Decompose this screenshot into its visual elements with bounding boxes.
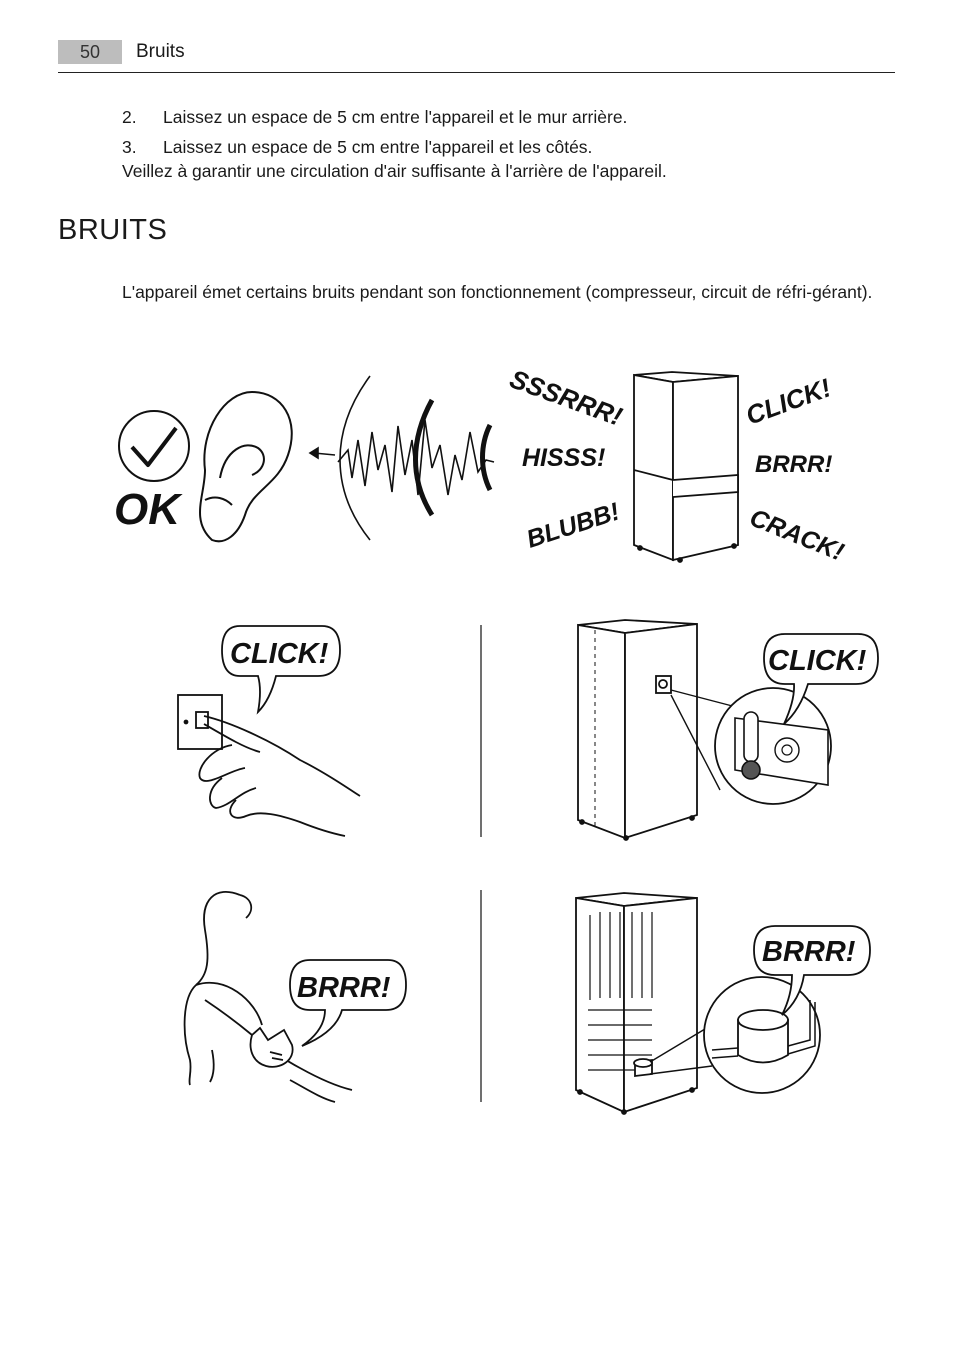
airflow-note: Veillez à garantir une circulation d'air suffisante à l'arrière de l'appareil.	[122, 161, 667, 181]
ear-icon	[200, 392, 292, 541]
hand-icon	[199, 716, 360, 836]
sound-label: BRRR!	[762, 936, 856, 968]
sound-label: CLICK!	[741, 372, 835, 431]
sound-label: BLUBB!	[523, 497, 623, 554]
sound-label: CRACK!	[745, 503, 848, 567]
sound-label: BRRR!	[755, 451, 833, 478]
header-title: Bruits	[136, 41, 185, 62]
compressor-icon	[704, 977, 820, 1093]
sound-wave-icon	[310, 376, 494, 540]
fridge-icon	[634, 372, 738, 562]
instruction-text: Laissez un espace de 5 cm entre l'appareil et le mur arrière.	[163, 107, 628, 127]
fridge-back-icon	[576, 893, 697, 1114]
sound-label: HISSS!	[522, 444, 606, 472]
page-number: 50	[58, 40, 122, 64]
ok-check-icon	[119, 411, 189, 481]
section-intro: L'appareil émet certains bruits pendant son fonctionnement (compresseur, circuit de réfri-gérant).	[122, 282, 873, 302]
sound-label: SSSRRR!	[505, 363, 627, 432]
sound-label: BRRR!	[297, 972, 391, 1004]
ok-label: OK	[114, 485, 180, 534]
thermostat-icon	[715, 688, 831, 804]
instruction-text: Laissez un espace de 5 cm entre l'appareil et les côtés.	[163, 137, 593, 157]
light-switch-icon	[178, 695, 222, 749]
fridge-icon	[578, 620, 697, 840]
sound-label: CLICK!	[230, 638, 329, 670]
sound-label: CLICK!	[768, 645, 867, 677]
section-title: BRUITS	[58, 214, 168, 246]
instruction-number: 3.	[122, 137, 137, 157]
instruction-number: 2.	[122, 107, 137, 127]
